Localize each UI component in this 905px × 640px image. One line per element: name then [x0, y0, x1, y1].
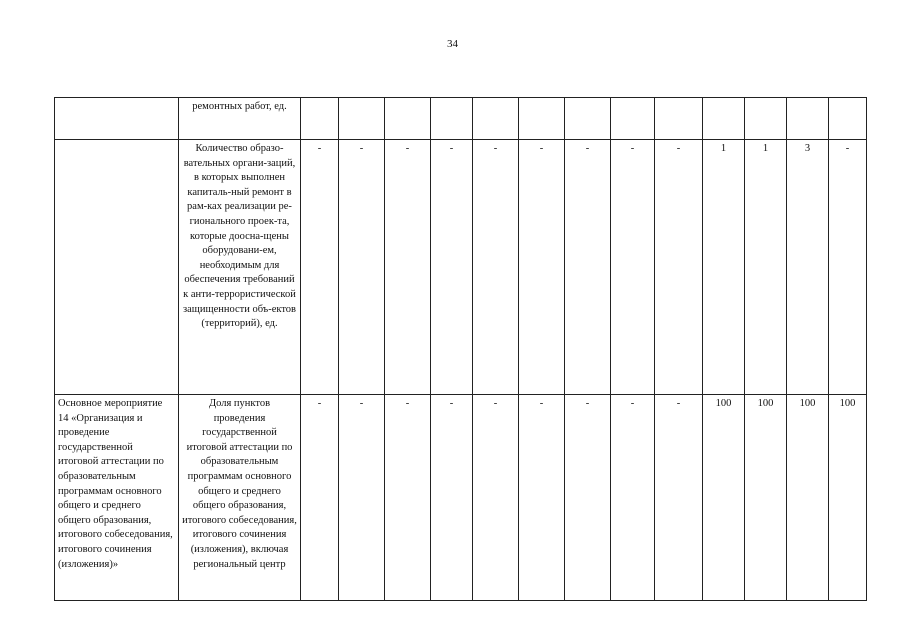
value-cell: -	[655, 140, 703, 395]
value-cell: -	[565, 140, 611, 395]
value-cell	[611, 98, 655, 140]
value-cell	[829, 98, 867, 140]
value-cell	[565, 98, 611, 140]
event-cell	[55, 140, 179, 395]
table-row	[55, 395, 867, 601]
value-cell: -	[473, 140, 519, 395]
value-cell: 3	[787, 140, 829, 395]
indicator-cell: Количество образо-вательных органи-заций, в которых выполнен капиталь-ный ремонт в рам-ках реализации ре-гионального проек-та, которые доосна-щены оборудовани-ем, необходимым для обеспечения требований к анти-террористической защищенности объ-ектов (территорий), ед.	[179, 140, 301, 395]
value-cell: 100	[829, 395, 867, 601]
value-cell: -	[519, 395, 565, 601]
value-cell: -	[473, 395, 519, 601]
value-cell	[339, 98, 385, 140]
value-cell: -	[339, 140, 385, 395]
value-cell: 1	[745, 140, 787, 395]
value-cell	[519, 98, 565, 140]
event-cell	[55, 98, 179, 140]
value-cell: -	[565, 395, 611, 601]
indicators-table	[54, 97, 867, 601]
value-cell: 100	[703, 395, 745, 601]
value-cell: -	[829, 140, 867, 395]
value-cell	[745, 98, 787, 140]
value-cell	[385, 98, 431, 140]
value-cell: 100	[745, 395, 787, 601]
value-cell: -	[431, 140, 473, 395]
value-cell	[473, 98, 519, 140]
value-cell	[703, 98, 745, 140]
table-row	[55, 140, 867, 395]
value-cell: -	[519, 140, 565, 395]
indicator-cell: Доля пунктов проведения государственной итоговой аттестации по образовательным программам основного общего и среднего общего образования, итогового собеседования, итогового сочинения (изложения), включая региональный центр	[179, 395, 301, 601]
value-cell: -	[385, 395, 431, 601]
value-cell: -	[339, 395, 385, 601]
table-row	[55, 98, 867, 140]
value-cell: -	[301, 140, 339, 395]
value-cell: 100	[787, 395, 829, 601]
value-cell: -	[431, 395, 473, 601]
indicator-cell: ремонтных работ, ед.	[179, 98, 301, 140]
value-cell: -	[655, 395, 703, 601]
page-number: 34	[447, 38, 458, 50]
event-cell: Основное мероприятие 14 «Организация и проведение государственной итоговой аттестации по образовательным программам основного общего и среднего общего образования, итогового собеседования, итогового сочинения (изложения)»	[55, 395, 179, 601]
value-cell	[301, 98, 339, 140]
value-cell	[655, 98, 703, 140]
value-cell: 1	[703, 140, 745, 395]
value-cell: -	[611, 140, 655, 395]
value-cell: -	[611, 395, 655, 601]
value-cell: -	[385, 140, 431, 395]
value-cell: -	[301, 395, 339, 601]
value-cell	[431, 98, 473, 140]
value-cell	[787, 98, 829, 140]
